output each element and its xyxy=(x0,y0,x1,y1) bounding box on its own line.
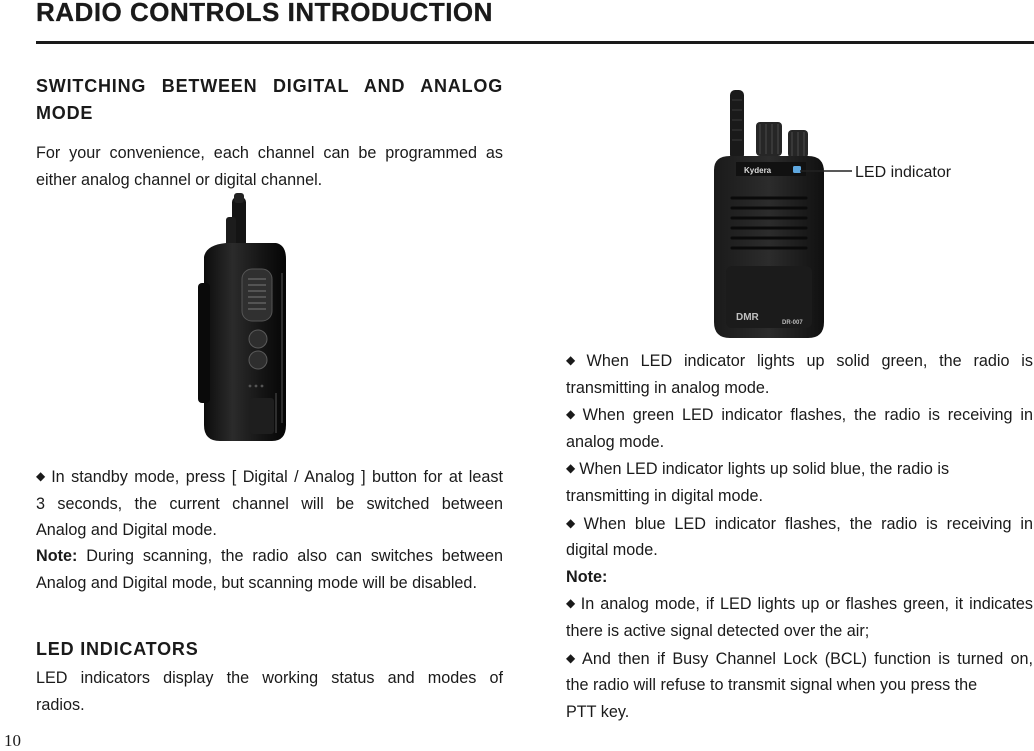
brand-label: Kydera xyxy=(744,166,772,175)
switching-intro: For your convenience, each channel can be programmed as either analog channel or digital channel. xyxy=(36,144,503,189)
list-item: ◆ In analog mode, if LED lights up or flashes green, it indicates xyxy=(566,595,1033,614)
led-indicator-callout: LED indicator xyxy=(855,164,952,181)
list-item: ◆ When blue LED indicator flashes, the radio is receiving in xyxy=(566,514,1033,533)
diamond-bullet-icon: ◆ xyxy=(566,407,579,422)
list-item: ◆ When LED indicator lights up solid blue, the radio is xyxy=(566,460,950,479)
radio-side-image xyxy=(190,193,300,445)
led-status-list: ◆ When LED indicator lights up solid green, the radio is transmitting in analog mode. ◆ When green LED indicator flashes, the radio is receiving in analog mode. ◆ When LED indicator lights up solid blue, the radio is transmitting in digital mode. ◆ When blue LED indicator flashes, the radio is receiving in digital mode. Note: ◆ In analog mode, if LED lights up or flashes green, it indicates there is active signal detected over the air; ◆ And then if Busy Channel Lock (BCL) function is turned on, the radio will refuse to transmit signal when you press the PTT key. xyxy=(566,347,1033,725)
switching-heading: SWITCHING BETWEEN DIGITAL AND ANALOG MODE xyxy=(36,76,503,123)
switching-note: Note: During scanning, the radio also can switches between Analog and Digital mode, but scanning mode will be disabled. xyxy=(36,547,503,592)
list-item: ◆ When green LED indicator flashes, the radio is receiving in xyxy=(566,406,1033,425)
list-item: ◆ When LED indicator lights up solid green, the radio is xyxy=(566,352,1033,370)
radio-front-image xyxy=(700,86,980,342)
switching-bullet: ◆ In standby mode, press [ Digital / Analog ] button for at least 3 seconds, the current channel will be switched between Analog and Digital mode. xyxy=(36,468,503,540)
diamond-bullet-icon: ◆ xyxy=(566,596,577,611)
model-label: DR-007 xyxy=(782,320,803,326)
dmr-logo: DMR xyxy=(736,312,759,323)
led-description: LED indicators display the working status and modes of radios. xyxy=(36,669,503,714)
page-number: 10 xyxy=(4,731,21,750)
diamond-bullet-icon: ◆ xyxy=(566,353,583,367)
page-title: RADIO CONTROLS INTRODUCTION xyxy=(36,0,493,27)
list-item: ◆ And then if Busy Channel Lock (BCL) function is turned on, xyxy=(566,649,1034,668)
note-label: Note: xyxy=(566,567,608,586)
led-light xyxy=(793,166,801,173)
diamond-bullet-icon: ◆ xyxy=(566,461,576,476)
note-label: Note: xyxy=(36,547,78,565)
diamond-bullet-icon: ◆ xyxy=(36,469,48,483)
diamond-bullet-icon: ◆ xyxy=(566,515,580,530)
header-rule xyxy=(36,41,1034,44)
led-heading: LED INDICATORS xyxy=(36,639,199,659)
diamond-bullet-icon: ◆ xyxy=(566,650,579,665)
